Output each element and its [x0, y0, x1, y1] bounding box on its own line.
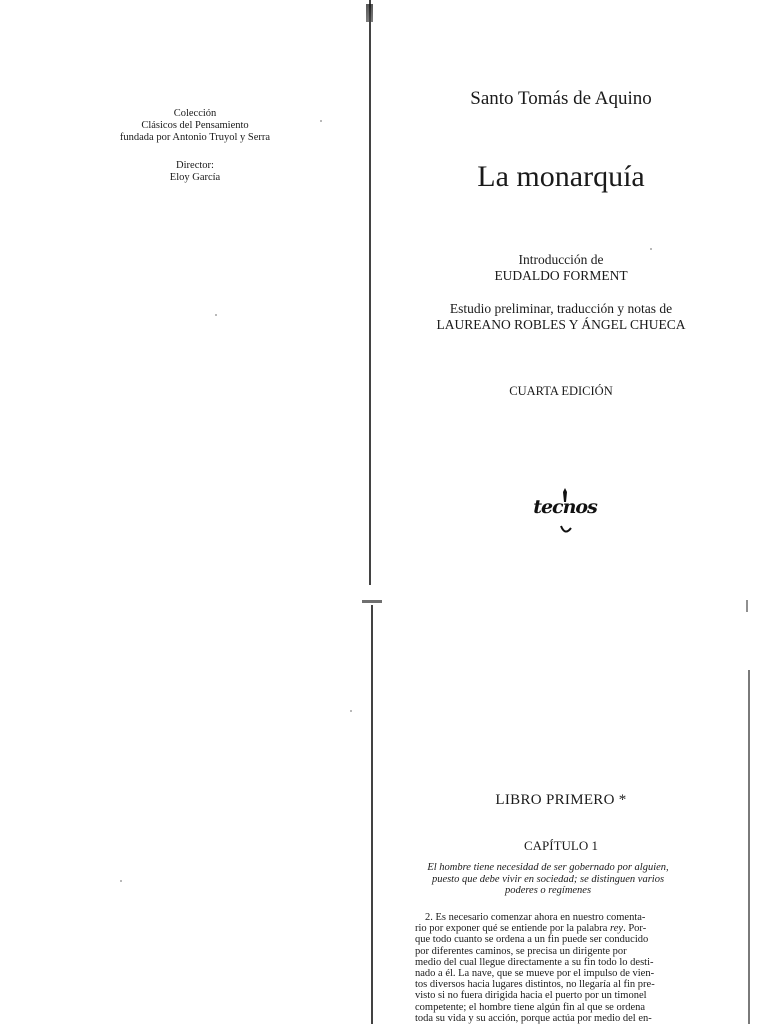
binding-gutter-line: [369, 0, 371, 585]
body-line: nado a él. La nave, que se mueve por el impulso de vien-: [415, 968, 655, 980]
summary-line: El hombre tiene necesidad de ser gobernado por alguien,: [427, 862, 669, 873]
binding-mark: [362, 600, 382, 603]
chapter-summary: [415, 862, 681, 897]
body-line: toda su vida y su acción, porque actúa por medio del en-: [415, 1012, 652, 1024]
body-line: medio del cual llegue directamente a su fin todo lo desti-: [415, 956, 654, 968]
introduction-credit: [430, 252, 692, 284]
collection-label: Colección: [173, 108, 217, 119]
body-line: que todo cuanto se ordena a un fin puede ser conducido: [415, 934, 649, 946]
collection-founder: fundada por Antonio Truyol y Serra: [119, 132, 271, 143]
intro-author: EUDALDO FORMENT: [494, 268, 628, 283]
chapter-heading: CAPÍTULO 1: [523, 838, 599, 853]
binding-mark: [366, 4, 373, 22]
book-title: La monarquía: [477, 160, 645, 193]
scan-speck: [320, 120, 322, 122]
study-authors: LAUREANO ROBLES Y ÁNGEL CHUECA: [436, 317, 686, 332]
page-edge-line: [746, 600, 748, 612]
director-name: Eloy García: [169, 172, 221, 183]
chapter-body-text: [415, 912, 681, 1024]
book-heading: LIBRO PRIMERO *: [495, 792, 627, 808]
body-line: 2. Es necesario comenzar ahora en nuestro comenta-: [425, 912, 646, 923]
scan-speck: [120, 880, 122, 882]
summary-line: poderes o regímenes: [504, 885, 592, 896]
body-line: tos diversos hacia lugares distintos, no llegaría al fin pre-: [415, 979, 655, 991]
scan-speck: [215, 314, 217, 316]
body-line: competente; el hombre tiene algún fin al que se ordena: [415, 1001, 646, 1013]
collection-series: Clásicos del Pensamiento: [141, 120, 249, 131]
study-credit: [410, 301, 712, 333]
director-label: Director:: [176, 160, 214, 171]
body-line: rio por exponer qué se entiende por la palabra rey. Por-: [415, 923, 647, 935]
body-line: por diferentes caminos, se precisa un dirigente por: [415, 945, 627, 957]
scan-speck: [650, 248, 652, 250]
edition-label: CUARTA EDICIÓN: [509, 384, 613, 398]
scan-speck: [350, 710, 352, 712]
summary-line: puesto que debe vivir en sociedad; se distinguen varios: [431, 873, 665, 885]
collection-credits: [110, 108, 280, 184]
publisher-logo-text: tecnos: [533, 496, 597, 518]
study-label: Estudio preliminar, traducción y notas de: [449, 301, 673, 316]
intro-label: Introducción de: [518, 252, 604, 267]
binding-gutter-line: [371, 605, 373, 1024]
page-edge-line: [748, 670, 750, 1024]
body-line: visto si no fuera dirigida hacia el puerto por un timonel: [415, 990, 647, 1002]
publisher-logo: [525, 488, 605, 538]
author-name: Santo Tomás de Aquino: [470, 88, 652, 109]
